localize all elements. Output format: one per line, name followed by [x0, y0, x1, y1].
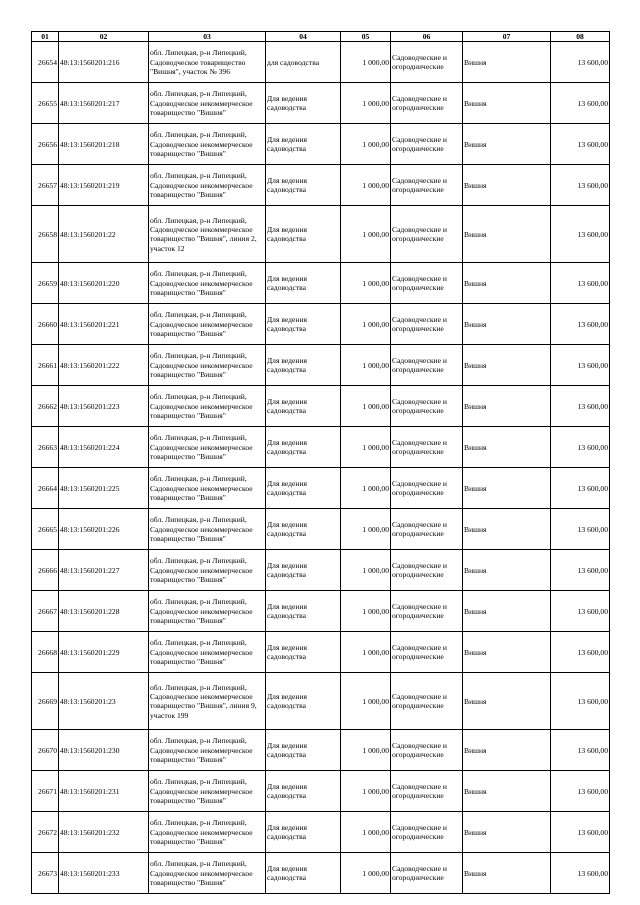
- locality-name-cell: Вишня: [463, 673, 551, 730]
- permitted-use-cell: Для ведения садоводства: [266, 124, 341, 165]
- land-category-cell: Садоводческие и огороднические: [391, 468, 463, 509]
- land-category-cell: Садоводческие и огороднические: [391, 591, 463, 632]
- row-number-cell: 26655: [32, 83, 59, 124]
- cadastral-value-cell: 13 600,00: [551, 853, 610, 894]
- area-cell: 1 000,00: [341, 263, 391, 304]
- table-row: [32, 730, 610, 771]
- area-cell: 1 000,00: [341, 812, 391, 853]
- cadastral-number-cell: 48:13:1560201:227: [59, 550, 149, 591]
- permitted-use-cell: Для ведения садоводства: [266, 468, 341, 509]
- header-cell-01: 01: [32, 32, 59, 42]
- row-number-cell: 26659: [32, 263, 59, 304]
- area-cell: 1 000,00: [341, 304, 391, 345]
- cadastral-number-cell: 48:13:1560201:217: [59, 83, 149, 124]
- table-row: [32, 427, 610, 468]
- area-cell: 1 000,00: [341, 386, 391, 427]
- row-number-cell: 26666: [32, 550, 59, 591]
- address-cell: обл. Липецкая, р-н Липецкий, Садоводческое некоммерческое товарищество "Вишня": [149, 853, 266, 894]
- land-category-cell: Садоводческие и огороднические: [391, 124, 463, 165]
- cadastral-number-cell: 48:13:1560201:222: [59, 345, 149, 386]
- area-cell: 1 000,00: [341, 730, 391, 771]
- locality-name-cell: Вишня: [463, 812, 551, 853]
- table-row: [32, 509, 610, 550]
- row-number-cell: 26673: [32, 853, 59, 894]
- permitted-use-cell: Для ведения садоводства: [266, 345, 341, 386]
- cadastral-value-cell: 13 600,00: [551, 632, 610, 673]
- cadastral-number-cell: 48:13:1560201:23: [59, 673, 149, 730]
- cadastral-number-cell: 48:13:1560201:216: [59, 42, 149, 83]
- row-number-cell: 26658: [32, 206, 59, 263]
- row-number-cell: 26663: [32, 427, 59, 468]
- header-cell-06: 06: [391, 32, 463, 42]
- area-cell: 1 000,00: [341, 42, 391, 83]
- land-category-cell: Садоводческие и огороднические: [391, 165, 463, 206]
- locality-name-cell: Вишня: [463, 263, 551, 304]
- area-cell: 1 000,00: [341, 591, 391, 632]
- address-cell: обл. Липецкая, р-н Липецкий, Садоводческое некоммерческое товарищество "Вишня": [149, 509, 266, 550]
- permitted-use-cell: Для ведения садоводства: [266, 550, 341, 591]
- permitted-use-cell: Для ведения садоводства: [266, 730, 341, 771]
- address-cell: обл. Липецкая, р-н Липецкий, Садоводческое некоммерческое товарищество "Вишня": [149, 632, 266, 673]
- cadastral-value-cell: 13 600,00: [551, 165, 610, 206]
- address-cell: обл. Липецкая, р-н Липецкий, Садоводческое товарищество "Вишня", участок № 396: [149, 42, 266, 83]
- locality-name-cell: Вишня: [463, 509, 551, 550]
- land-category-cell: Садоводческие и огороднические: [391, 853, 463, 894]
- permitted-use-cell: для садоводства: [266, 42, 341, 83]
- table-row: [32, 83, 610, 124]
- row-number-cell: 26664: [32, 468, 59, 509]
- land-category-cell: Садоводческие и огороднические: [391, 550, 463, 591]
- row-number-cell: 26654: [32, 42, 59, 83]
- address-cell: обл. Липецкая, р-н Липецкий, Садоводческое некоммерческое товарищество "Вишня": [149, 771, 266, 812]
- cadastral-number-cell: 48:13:1560201:233: [59, 853, 149, 894]
- address-cell: обл. Липецкая, р-н Липецкий, Садоводческое некоммерческое товарищество "Вишня", линия 2, участок 12: [149, 206, 266, 263]
- row-number-cell: 26669: [32, 673, 59, 730]
- cadastral-number-cell: 48:13:1560201:224: [59, 427, 149, 468]
- header-row: [32, 32, 610, 42]
- address-cell: обл. Липецкая, р-н Липецкий, Садоводческое некоммерческое товарищество "Вишня": [149, 730, 266, 771]
- locality-name-cell: Вишня: [463, 83, 551, 124]
- header-cell-02: 02: [59, 32, 149, 42]
- area-cell: 1 000,00: [341, 771, 391, 812]
- locality-name-cell: Вишня: [463, 853, 551, 894]
- header-cell-04: 04: [266, 32, 341, 42]
- cadastral-value-cell: 13 600,00: [551, 345, 610, 386]
- row-number-cell: 26668: [32, 632, 59, 673]
- cadastral-value-cell: 13 600,00: [551, 42, 610, 83]
- land-category-cell: Садоводческие и огороднические: [391, 427, 463, 468]
- locality-name-cell: Вишня: [463, 550, 551, 591]
- locality-name-cell: Вишня: [463, 386, 551, 427]
- header-cell-08: 08: [551, 32, 610, 42]
- cadastral-number-cell: 48:13:1560201:231: [59, 771, 149, 812]
- permitted-use-cell: Для ведения садоводства: [266, 673, 341, 730]
- table-row: [32, 165, 610, 206]
- table-row: [32, 673, 610, 730]
- address-cell: обл. Липецкая, р-н Липецкий, Садоводческое некоммерческое товарищество "Вишня": [149, 591, 266, 632]
- cadastral-value-cell: 13 600,00: [551, 263, 610, 304]
- cadastral-number-cell: 48:13:1560201:223: [59, 386, 149, 427]
- land-plots-table: [31, 31, 610, 894]
- locality-name-cell: Вишня: [463, 124, 551, 165]
- row-number-cell: 26667: [32, 591, 59, 632]
- cadastral-value-cell: 13 600,00: [551, 812, 610, 853]
- table-row: [32, 812, 610, 853]
- land-category-cell: Садоводческие и огороднические: [391, 771, 463, 812]
- cadastral-value-cell: 13 600,00: [551, 304, 610, 345]
- area-cell: 1 000,00: [341, 550, 391, 591]
- cadastral-value-cell: 13 600,00: [551, 124, 610, 165]
- cadastral-value-cell: 13 600,00: [551, 83, 610, 124]
- permitted-use-cell: Для ведения садоводства: [266, 304, 341, 345]
- cadastral-number-cell: 48:13:1560201:220: [59, 263, 149, 304]
- area-cell: 1 000,00: [341, 427, 391, 468]
- cadastral-value-cell: 13 600,00: [551, 468, 610, 509]
- address-cell: обл. Липецкая, р-н Липецкий, Садоводческое некоммерческое товарищество "Вишня": [149, 468, 266, 509]
- land-category-cell: Садоводческие и огороднические: [391, 263, 463, 304]
- row-number-cell: 26660: [32, 304, 59, 345]
- land-category-cell: Садоводческие и огороднические: [391, 345, 463, 386]
- permitted-use-cell: Для ведения садоводства: [266, 386, 341, 427]
- cadastral-value-cell: 13 600,00: [551, 673, 610, 730]
- locality-name-cell: Вишня: [463, 304, 551, 345]
- cadastral-value-cell: 13 600,00: [551, 427, 610, 468]
- permitted-use-cell: Для ведения садоводства: [266, 853, 341, 894]
- cadastral-number-cell: 48:13:1560201:226: [59, 509, 149, 550]
- table-row: [32, 206, 610, 263]
- permitted-use-cell: Для ведения садоводства: [266, 632, 341, 673]
- address-cell: обл. Липецкая, р-н Липецкий, Садоводческое некоммерческое товарищество "Вишня", линия 9, участок 199: [149, 673, 266, 730]
- table-row: [32, 853, 610, 894]
- permitted-use-cell: Для ведения садоводства: [266, 509, 341, 550]
- row-number-cell: 26665: [32, 509, 59, 550]
- area-cell: 1 000,00: [341, 83, 391, 124]
- row-number-cell: 26672: [32, 812, 59, 853]
- table-row: [32, 345, 610, 386]
- land-category-cell: Садоводческие и огороднические: [391, 509, 463, 550]
- locality-name-cell: Вишня: [463, 591, 551, 632]
- cadastral-number-cell: 48:13:1560201:22: [59, 206, 149, 263]
- row-number-cell: 26661: [32, 345, 59, 386]
- permitted-use-cell: Для ведения садоводства: [266, 165, 341, 206]
- row-number-cell: 26657: [32, 165, 59, 206]
- area-cell: 1 000,00: [341, 206, 391, 263]
- permitted-use-cell: Для ведения садоводства: [266, 771, 341, 812]
- table-row: [32, 124, 610, 165]
- locality-name-cell: Вишня: [463, 427, 551, 468]
- cadastral-number-cell: 48:13:1560201:228: [59, 591, 149, 632]
- table-row: [32, 304, 610, 345]
- locality-name-cell: Вишня: [463, 206, 551, 263]
- locality-name-cell: Вишня: [463, 730, 551, 771]
- cadastral-value-cell: 13 600,00: [551, 550, 610, 591]
- land-category-cell: Садоводческие и огороднические: [391, 83, 463, 124]
- cadastral-value-cell: 13 600,00: [551, 206, 610, 263]
- table-row: [32, 386, 610, 427]
- header-cell-07: 07: [463, 32, 551, 42]
- cadastral-value-cell: 13 600,00: [551, 386, 610, 427]
- land-category-cell: Садоводческие и огороднические: [391, 673, 463, 730]
- table-row: [32, 771, 610, 812]
- cadastral-number-cell: 48:13:1560201:229: [59, 632, 149, 673]
- locality-name-cell: Вишня: [463, 42, 551, 83]
- permitted-use-cell: Для ведения садоводства: [266, 263, 341, 304]
- locality-name-cell: Вишня: [463, 468, 551, 509]
- cadastral-number-cell: 48:13:1560201:225: [59, 468, 149, 509]
- area-cell: 1 000,00: [341, 509, 391, 550]
- address-cell: обл. Липецкая, р-н Липецкий, Садоводческое некоммерческое товарищество "Вишня": [149, 304, 266, 345]
- land-category-cell: Садоводческие и огороднические: [391, 730, 463, 771]
- table-row: [32, 263, 610, 304]
- area-cell: 1 000,00: [341, 124, 391, 165]
- row-number-cell: 26670: [32, 730, 59, 771]
- address-cell: обл. Липецкая, р-н Липецкий, Садоводческое некоммерческое товарищество "Вишня": [149, 812, 266, 853]
- header-cell-03: 03: [149, 32, 266, 42]
- area-cell: 1 000,00: [341, 632, 391, 673]
- address-cell: обл. Липецкая, р-н Липецкий, Садоводческое некоммерческое товарищество "Вишня": [149, 345, 266, 386]
- cadastral-value-cell: 13 600,00: [551, 509, 610, 550]
- land-category-cell: Садоводческие и огороднические: [391, 812, 463, 853]
- area-cell: 1 000,00: [341, 853, 391, 894]
- permitted-use-cell: Для ведения садоводства: [266, 812, 341, 853]
- row-number-cell: 26662: [32, 386, 59, 427]
- address-cell: обл. Липецкая, р-н Липецкий, Садоводческое некоммерческое товарищество "Вишня": [149, 427, 266, 468]
- permitted-use-cell: Для ведения садоводства: [266, 83, 341, 124]
- address-cell: обл. Липецкая, р-н Липецкий, Садоводческое некоммерческое товарищество "Вишня": [149, 550, 266, 591]
- locality-name-cell: Вишня: [463, 345, 551, 386]
- table-row: [32, 468, 610, 509]
- cadastral-value-cell: 13 600,00: [551, 771, 610, 812]
- cadastral-number-cell: 48:13:1560201:221: [59, 304, 149, 345]
- cadastral-number-cell: 48:13:1560201:218: [59, 124, 149, 165]
- row-number-cell: 26656: [32, 124, 59, 165]
- locality-name-cell: Вишня: [463, 771, 551, 812]
- land-category-cell: Садоводческие и огороднические: [391, 206, 463, 263]
- land-category-cell: Садоводческие и огороднические: [391, 42, 463, 83]
- cadastral-number-cell: 48:13:1560201:232: [59, 812, 149, 853]
- area-cell: 1 000,00: [341, 345, 391, 386]
- address-cell: обл. Липецкая, р-н Липецкий, Садоводческое некоммерческое товарищество "Вишня": [149, 165, 266, 206]
- cadastral-number-cell: 48:13:1560201:230: [59, 730, 149, 771]
- table-row: [32, 550, 610, 591]
- locality-name-cell: Вишня: [463, 632, 551, 673]
- area-cell: 1 000,00: [341, 673, 391, 730]
- locality-name-cell: Вишня: [463, 165, 551, 206]
- table-row: [32, 591, 610, 632]
- table-row: [32, 632, 610, 673]
- cadastral-number-cell: 48:13:1560201:219: [59, 165, 149, 206]
- address-cell: обл. Липецкая, р-н Липецкий, Садоводческое некоммерческое товарищество "Вишня": [149, 83, 266, 124]
- address-cell: обл. Липецкая, р-н Липецкий, Садоводческое некоммерческое товарищество "Вишня": [149, 386, 266, 427]
- address-cell: обл. Липецкая, р-н Липецкий, Садоводческое некоммерческое товарищество "Вишня": [149, 124, 266, 165]
- permitted-use-cell: Для ведения садоводства: [266, 206, 341, 263]
- header-cell-05: 05: [341, 32, 391, 42]
- cadastral-value-cell: 13 600,00: [551, 730, 610, 771]
- permitted-use-cell: Для ведения садоводства: [266, 591, 341, 632]
- area-cell: 1 000,00: [341, 468, 391, 509]
- land-category-cell: Садоводческие и огороднические: [391, 632, 463, 673]
- table-row: [32, 42, 610, 83]
- land-category-cell: Садоводческие и огороднические: [391, 304, 463, 345]
- address-cell: обл. Липецкая, р-н Липецкий, Садоводческое некоммерческое товарищество "Вишня": [149, 263, 266, 304]
- area-cell: 1 000,00: [341, 165, 391, 206]
- row-number-cell: 26671: [32, 771, 59, 812]
- land-category-cell: Садоводческие и огороднические: [391, 386, 463, 427]
- permitted-use-cell: Для ведения садоводства: [266, 427, 341, 468]
- cadastral-value-cell: 13 600,00: [551, 591, 610, 632]
